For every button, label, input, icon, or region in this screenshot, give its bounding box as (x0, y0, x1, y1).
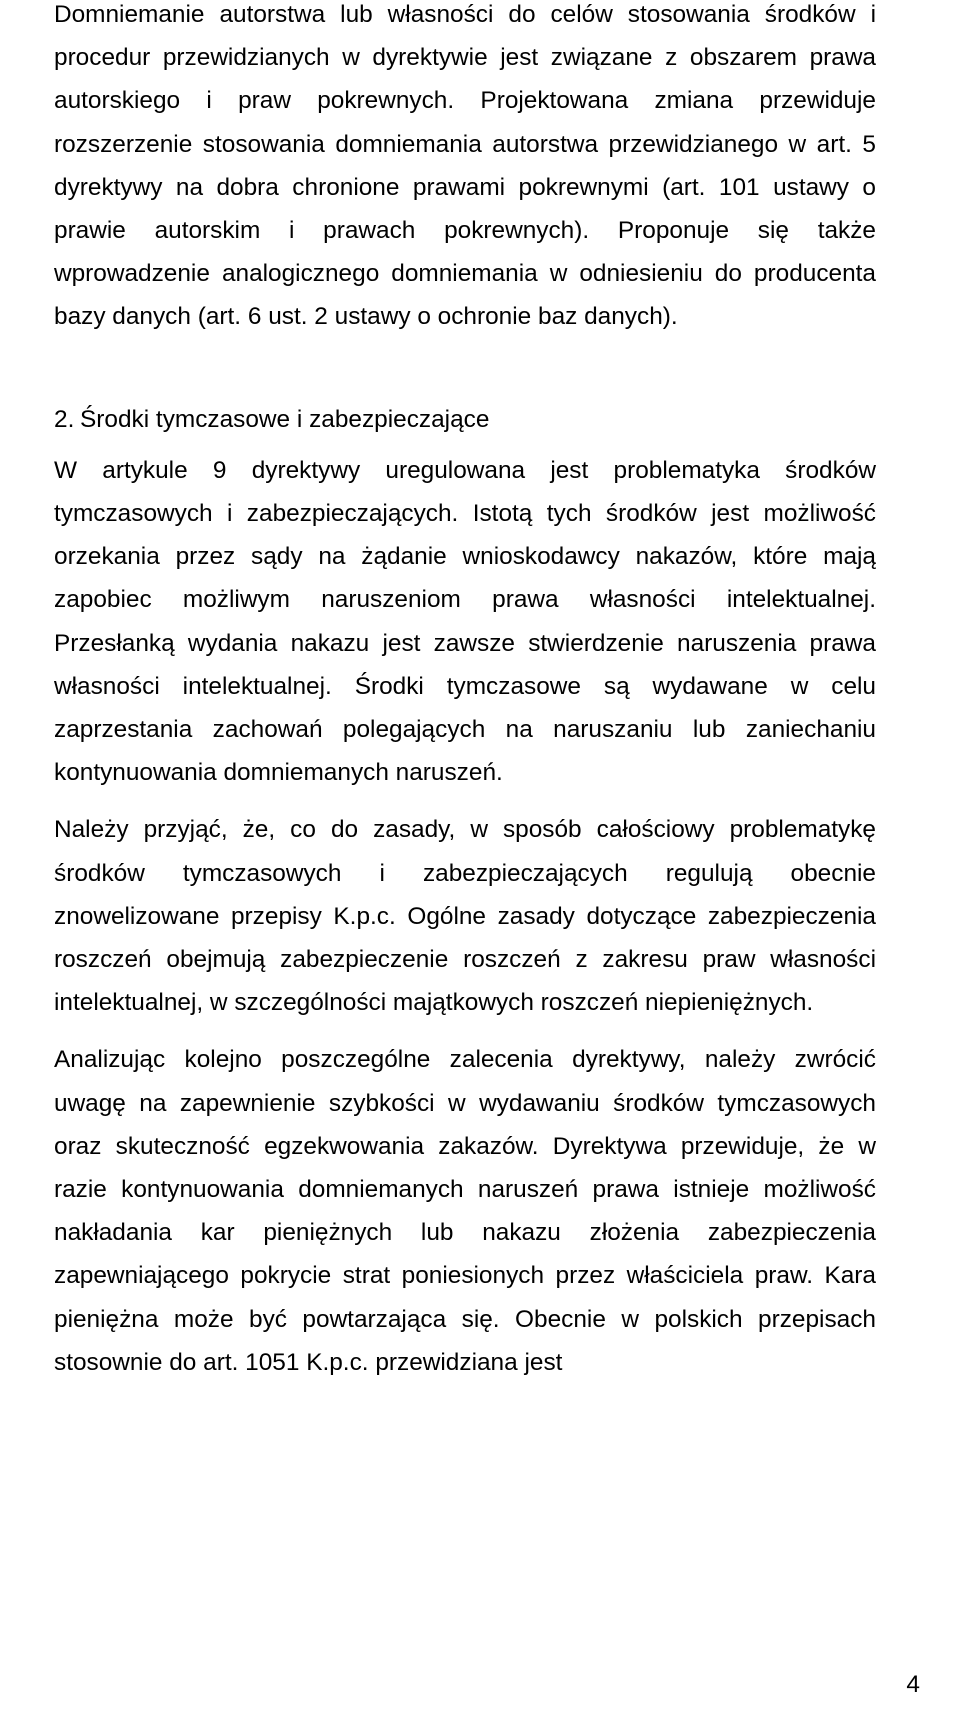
paragraph: Domniemanie autorstwa lub własności do celów stosowania środków i procedur przewidzianych w dyrektywie jest związane z obszarem prawa autorskiego i praw pokrewnych. Projektowana zmiana przewiduje rozszerzenie stosowania domniemania autorstwa przewidzianego w art. 5 dyrektywy na dobra chronione prawami pokrewnymi (art. 101 ustawy o prawie autorskim i prawach pokrewnych). Proponuje się także wprowadzenie analogicznego domniemania w odniesieniu do producenta bazy danych (art. 6 ust. 2 ustawy o ochronie baz danych). (54, 1, 876, 331)
paragraph: W artykule 9 dyrektywy uregulowana jest problematyka środków tymczasowych i zabezpieczających. Istotą tych środków jest możliwość orzekania przez sądy na żądanie wnioskodawcy nakazów, które mają zapobiec możliwym naruszeniom prawa własności intelektualnej. Przesłanką wydania nakazu jest zawsze stwierdzenie naruszenia prawa własności intelektualnej. Środki tymczasowe są wydawane w celu zaprzestania zachowań polegających na naruszaniu lub zaniechaniu kontynuowania domniemanych naruszeń. (54, 456, 876, 787)
page-content (54, 0, 876, 1384)
page-number: 4 (906, 1671, 920, 1698)
section-number: 2. (54, 405, 75, 433)
section-title: Środki tymczasowe i zabezpieczające (80, 405, 490, 433)
paragraph: Analizując kolejno poszczególne zalecenia dyrektywy, należy zwrócić uwagę na zapewnienie szybkości w wydawaniu środków tymczasowych oraz skuteczność egzekwowania zakazów. Dyrektywa przewiduje, że w razie kontynuowania domniemanych naruszeń prawa istnieje możliwość nakładania kar pieniężnych lub nakazu złożenia zabezpieczenia zapewniającego pokrycie strat poniesionych przez właściciela praw. Kara pieniężna może być powtarzająca się. Obecnie w polskich przepisach stosownie do art. 1051 K.p.c. przewidziana jest (54, 1046, 876, 1376)
section-heading (54, 398, 876, 441)
paragraph: Należy przyjąć, że, co do zasady, w sposób całościowy problematykę środków tymczasowych i zabezpieczających regulują obecnie znowelizowane przepisy K.p.c. Ogólne zasady dotyczące zabezpieczenia roszczeń obejmują zabezpieczenie roszczeń z zakresu praw własności intelektualnej, w szczególności majątkowych roszczeń niepieniężnych. (54, 816, 876, 1017)
